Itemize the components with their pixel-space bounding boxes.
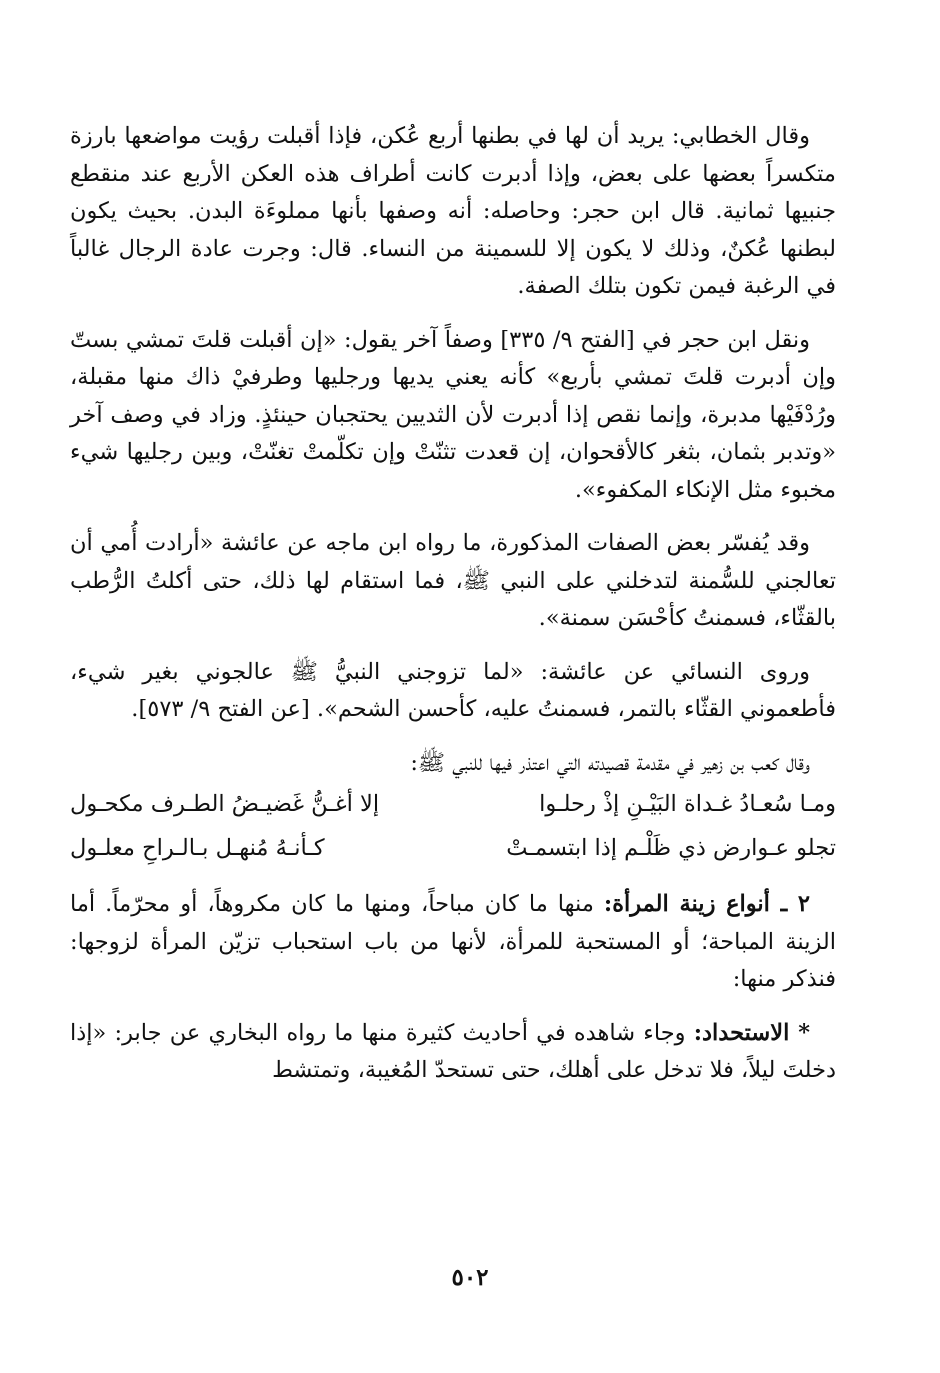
paragraph-istihdad-text: وجاء شاهده في أحاديث كثيرة منها ما رواه البخاري عن جابر: «إذا دخلتَ ليلاً، فلا تدخل على أهلك، حتى تستحدّ المُغيبة، وتمتشط: [70, 1019, 836, 1083]
poem-first-hemistich: ومـا سُعـادُ غـداة البَيْـنِ إذْ رحلـوا: [539, 791, 836, 817]
paragraph-khattabi: [70, 118, 836, 306]
paragraph-khattabi-text: وقال الخطابي: يريد أن لها في بطنها أربع عُكن، فإذا أقبلت رؤيت مواضعها بارزة متكسراً بعضها على بعض، وإذا أدبرت كانت أطراف هذه العكن الأربع عند منقطع جنبيها ثمانية. قال ابن حجر: وحاصله: أنه وصفها بأنها مملوءَة البدن. بحيث يكون لبطنها عُكنٌ، وذلك لا يكون إلا للسمينة من النساء. قال: وجرت عادة الرجال غالباً في الرغبة فيمن تكون بتلك الصفة.: [70, 123, 836, 299]
poem-second-hemistich: إلا أغـنُّ غَضيـضُ الطـرف مكحـول: [70, 791, 380, 817]
paragraph-istihdad: [70, 1015, 836, 1090]
paragraph-kaab-intro-text: وقال كعب بن زهير في مقدمة قصيدته التي اعتذر فيها للنبي ﷺ:: [410, 749, 810, 776]
paragraph-ibn-hajar-text: ونقل ابن حجر في [الفتح ٩/ ٣٣٥] وصفاً آخر يقول: «إن أقبلت قلتَ تمشي بستّ وإن أدبرت قلتَ تمشي بأربع» كأنه يعني يديها ورجليها وطرفيْ ذاك منها مقبلة، ورُدْفَيْها مدبرة، وإنما نقص إذا أدبرت لأن الثديين يحتجبان حينئذٍ. وزاد في وصف آخر «وتدبر بثمان، بثغر كالأقحوان، إن قعدت تثنّتْ وإن تكلّمتْ تغنّتْ، وبين رجليها شيء مخبوء مثل الإنكاء المكفوء».: [70, 326, 836, 503]
poem-first-hemistich: تجلو عـوارض ذي ظَلْـم إذا ابتسمـتْ: [506, 835, 836, 861]
paragraph-ibn-hajar: [70, 322, 836, 510]
section-heading-istihdad: * الاستحداد:: [693, 1019, 810, 1046]
paragraph-nasai: [70, 654, 836, 729]
paragraph-adornment-types-text: منها ما كان مباحاً، ومنها ما كان مكروهاً، أو محرّماً. أما الزينة المباحة؛ أو المستحبة للمرأة، لأنها من باب استحباب تزيّن المرأة لزوجها: فنذكر منها:: [70, 891, 836, 992]
poem: [70, 782, 836, 870]
poem-verse: [70, 782, 836, 826]
paragraph-ibn-majah-text: وقد يُفسّر بعض الصفات المذكورة، ما رواه ابن ماجه عن عائشة «أرادت أُمي أن تعالجني للسُّمنة لتدخلني على النبي ﷺ، فما استقام لها ذلك، حتى أكلتُ الرُّطب بالقثّاء، فسمنتُ كأحْسَن سمنة».: [70, 530, 836, 631]
paragraph-ibn-majah: [70, 525, 836, 638]
paragraph-nasai-text: وروى النسائي عن عائشة: «لما تزوجني النبيُّ ﷺ عالجوني بغير شيء، فأطعموني القثّاء بالتمر، فسمنتُ عليه، كأحسن الشحم». [عن الفتح ٩/ ٥٧٣].: [70, 658, 836, 722]
section-heading-adornment-types: ٢ ـ أنواع زينة المرأة:: [603, 891, 811, 917]
page-number: ٥٠٢: [451, 1264, 489, 1291]
poem-verse: [70, 826, 836, 870]
paragraph-kaab-intro: [70, 745, 836, 783]
paragraph-adornment-types: [70, 886, 836, 999]
poem-second-hemistich: كـأنـهُ مُنهـل بـالـراحِ معلـول: [70, 835, 325, 861]
